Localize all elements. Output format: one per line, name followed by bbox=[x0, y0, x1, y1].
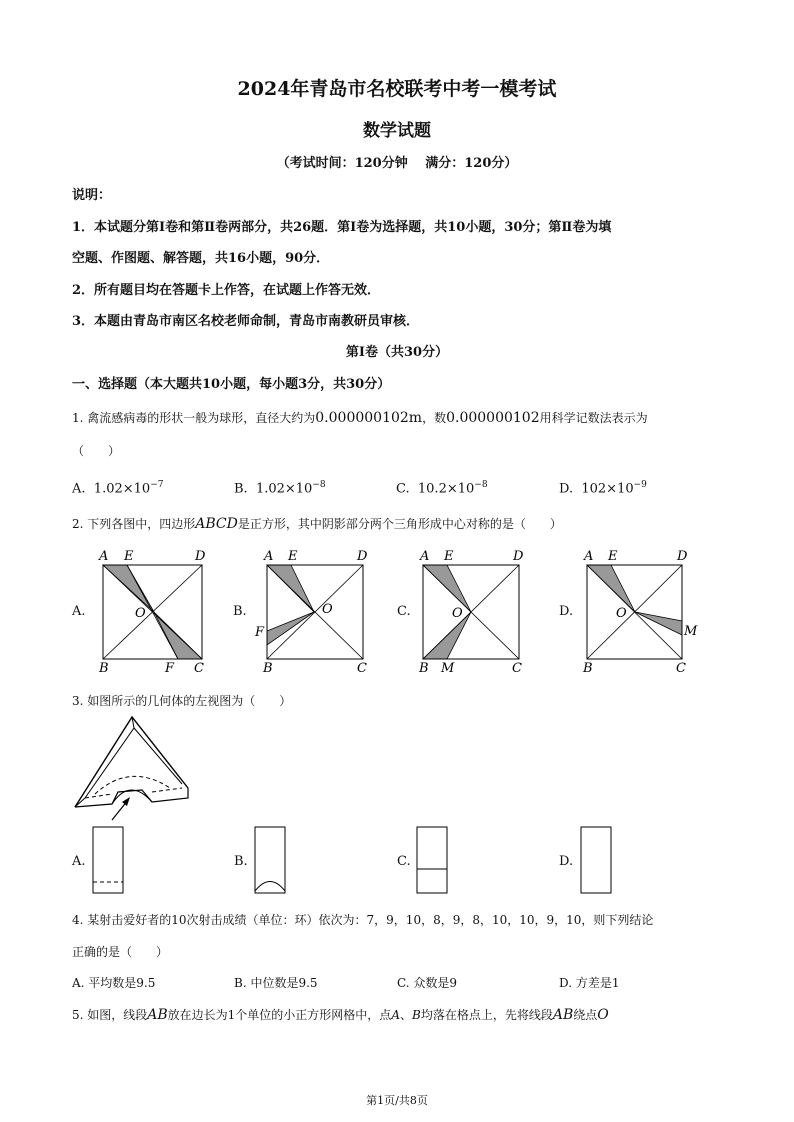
q3-option-a-figure bbox=[90, 826, 126, 896]
q5-point-b: B bbox=[412, 1008, 421, 1022]
point-c-label: C bbox=[512, 661, 522, 675]
q1-stem bbox=[72, 409, 648, 426]
option-label: D. bbox=[559, 481, 574, 497]
point-e-label: E bbox=[444, 549, 454, 564]
point-m-label: M bbox=[441, 661, 455, 675]
point-b-label: B bbox=[583, 661, 593, 675]
option-exponent: −8 bbox=[312, 480, 326, 490]
point-c-label: C bbox=[194, 661, 204, 675]
page-footer: 第1页/共8页 bbox=[366, 1094, 428, 1107]
subject-title: 数学试题 bbox=[363, 121, 431, 141]
q1-text-a: 1. 禽流感病毒的形状一般为球形，直径大约为 bbox=[72, 411, 316, 425]
note-2: 2．所有题目均在答题卡上作答，在试题上作答无效． bbox=[72, 283, 381, 298]
q2-figure-d bbox=[578, 545, 708, 675]
point-d-label: D bbox=[357, 549, 368, 564]
q4-option-c[interactable]: C. 众数是9 bbox=[397, 976, 458, 990]
q3-solid-figure bbox=[70, 712, 190, 822]
q5-point-a: A bbox=[391, 1008, 400, 1022]
point-a-label: A bbox=[584, 549, 594, 564]
q2-option-a-label[interactable]: A. bbox=[72, 604, 86, 619]
q5-text-b: 放在边长为1个单位的小正方形网格中，点 bbox=[167, 1008, 392, 1022]
point-c-label: C bbox=[357, 661, 367, 675]
part-title: 一、选择题（本大题共10小题，每小题3分，共30分） bbox=[72, 377, 391, 392]
q1-option-b[interactable] bbox=[234, 480, 326, 496]
q1-value-2: 0.000000102 bbox=[446, 410, 540, 426]
q3-option-b-label[interactable]: B. bbox=[234, 854, 248, 869]
point-a-label: A bbox=[264, 549, 274, 564]
q3-option-c-figure bbox=[414, 826, 450, 896]
point-o-label: O bbox=[616, 606, 627, 621]
q5-text-d: 绕点 bbox=[573, 1008, 598, 1022]
q2-figure-a bbox=[94, 545, 210, 675]
q3-option-a-label[interactable]: A. bbox=[72, 854, 86, 869]
option-mantissa: 10.2×10 bbox=[417, 481, 475, 497]
q2-option-b-label[interactable]: B. bbox=[233, 604, 247, 619]
q4-stem-a: 4. 某射击爱好者的10次射击成绩（单位：环）依次为：7，9，10，8，9，8，10，10，9，10，则下列结论 bbox=[72, 913, 654, 927]
point-b-label: B bbox=[99, 661, 109, 675]
q2-stem bbox=[72, 515, 562, 532]
point-m-label: M bbox=[684, 624, 698, 639]
q2-option-d-label[interactable]: D. bbox=[559, 604, 574, 619]
q1-text-c: 用科学记数法表示为 bbox=[539, 411, 648, 425]
point-e-label: E bbox=[608, 549, 618, 564]
q1-text-b: ，数 bbox=[422, 411, 447, 425]
q5-segment-ab: AB bbox=[147, 1007, 168, 1023]
q5-text-a: 5. 如图，线段 bbox=[72, 1008, 148, 1022]
q2-figure-b bbox=[254, 545, 370, 675]
q2-text-a: 2. 下列各图中，四边形 bbox=[72, 517, 196, 531]
q3-option-c-label[interactable]: C. bbox=[397, 854, 411, 869]
option-exponent: −7 bbox=[150, 480, 164, 490]
option-mantissa: 1.02×10 bbox=[255, 481, 313, 497]
note-1a: 1．本试题分第Ⅰ卷和第Ⅱ卷两部分，共26题．第Ⅰ卷为选择题，共10小题，30分；第Ⅱ卷为填 bbox=[72, 220, 612, 235]
point-b-label: B bbox=[419, 661, 429, 675]
point-f-label: F bbox=[255, 625, 265, 640]
point-o-label: O bbox=[322, 602, 333, 617]
exam-info: （考试时间：120分钟 满分：120分） bbox=[276, 156, 518, 171]
point-o-label: O bbox=[135, 606, 146, 621]
q4-stem-b: 正确的是（ ） bbox=[72, 945, 169, 959]
option-mantissa: 1.02×10 bbox=[93, 481, 151, 497]
q1-option-a[interactable] bbox=[72, 480, 163, 496]
q1-value-1: 0.000000102m bbox=[315, 410, 423, 426]
q4-option-a[interactable]: A. 平均数是9.5 bbox=[72, 976, 156, 990]
q2-text-b: 是正方形，其中阴影部分两个三角形成中心对称的是（ ） bbox=[237, 517, 562, 531]
q3-option-b-figure bbox=[252, 826, 288, 896]
point-a-label: A bbox=[420, 549, 430, 564]
note-3: 3．本题由青岛市南区名校老师命制，青岛市南教研员审核． bbox=[72, 314, 420, 329]
q5-point-o: O bbox=[597, 1007, 609, 1023]
volume-title: 第Ⅰ卷（共30分） bbox=[345, 345, 449, 360]
point-o-label: O bbox=[452, 606, 463, 621]
note-1b: 空题、作图题、解答题，共16小题，90分． bbox=[72, 251, 330, 266]
q2-shape-name: ABCD bbox=[195, 516, 238, 532]
point-d-label: D bbox=[513, 549, 524, 564]
q2-figure-c bbox=[414, 545, 530, 675]
q1-option-d[interactable] bbox=[559, 480, 647, 496]
q3-option-d-figure bbox=[578, 826, 614, 896]
point-d-label: D bbox=[677, 549, 688, 564]
option-exponent: −8 bbox=[474, 480, 488, 490]
q1-paren: （ ） bbox=[72, 444, 121, 458]
exam-title: 2024年青岛市名校联考中考一模考试 bbox=[237, 78, 557, 100]
q5-segment-ab-2: AB bbox=[552, 1007, 574, 1023]
point-f-label: F bbox=[165, 661, 175, 675]
option-label: A. bbox=[72, 481, 86, 497]
q5-stem bbox=[72, 1006, 609, 1023]
point-e-label: E bbox=[124, 549, 134, 564]
q4-option-d[interactable]: D. 方差是1 bbox=[559, 976, 620, 990]
point-c-label: C bbox=[676, 661, 686, 675]
point-d-label: D bbox=[195, 549, 206, 564]
q3-stem: 3. 如图所示的几何体的左视图为（ ） bbox=[72, 694, 292, 708]
point-b-label: B bbox=[263, 661, 273, 675]
q2-option-c-label[interactable]: C. bbox=[397, 604, 411, 619]
q3-option-d-label[interactable]: D. bbox=[559, 854, 574, 869]
q1-option-c[interactable] bbox=[396, 480, 488, 496]
point-e-label: E bbox=[288, 549, 298, 564]
point-a-label: A bbox=[99, 549, 109, 564]
option-mantissa: 102×10 bbox=[581, 481, 634, 497]
q5-sep: 、 bbox=[399, 1008, 412, 1022]
option-exponent: −9 bbox=[633, 480, 647, 490]
q4-option-b[interactable]: B. 中位数是9.5 bbox=[234, 976, 318, 990]
option-label: C. bbox=[396, 481, 410, 497]
q5-text-c: 均落在格点上，先将线段 bbox=[420, 1008, 553, 1022]
notes-heading: 说明： bbox=[72, 188, 112, 203]
option-label: B. bbox=[234, 481, 248, 497]
